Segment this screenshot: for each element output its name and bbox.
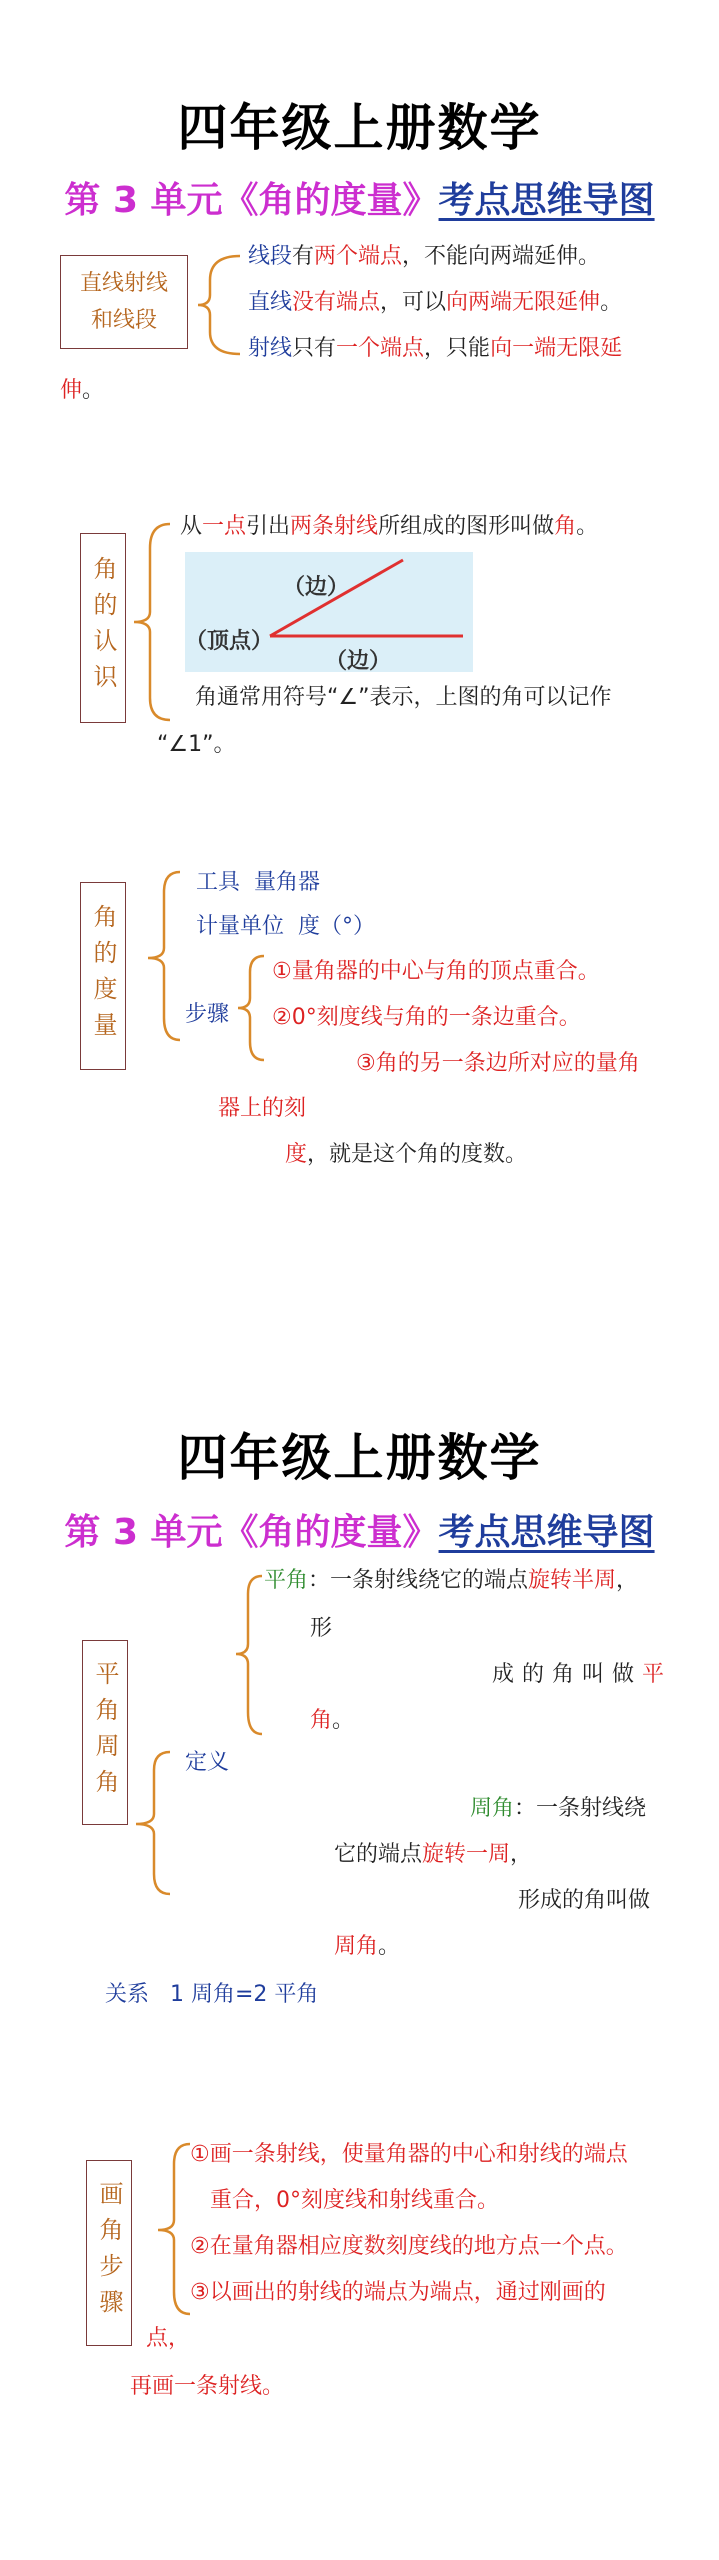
page2-subtitle-unit: 第 3 单元《角的度量》 [64,1512,439,1553]
draw-step-1-cont: 重合，0°刻度线和射线重合。 [210,2188,499,2213]
page2-title: 四年级上册数学 [177,1429,542,1487]
box-drawing-steps: 画角步骤 [86,2160,132,2346]
full-angle-text-2: 它的端点旋转一周， [334,1842,533,1867]
brace-lines [188,250,248,360]
angle-diagram [185,552,473,672]
line-ray-text-cont: 伸。 [60,378,105,403]
straight-angle-text: 平角：一条射线绕它的端点旋转半周， [264,1568,639,1593]
term-full-angle: 周角 [470,1796,515,1821]
step-2: ②0°刻度线与角的一条边重合。 [272,1005,581,1030]
box-angle-recognition: 角的认识 [80,533,126,723]
box-lines: 直线射线和线段 [60,255,188,349]
step-1: ①量角器的中心与角的顶点重合。 [272,959,600,984]
angle-symbol-text-cont: “∠1”。 [157,732,236,757]
full-angle-text: 周角：一条射线绕 [470,1796,647,1821]
full-angle-text-4: 周角。 [334,1934,401,1959]
page-subtitle [0,172,719,223]
label-edge-bottom: （边） [325,649,392,674]
draw-step-3-cont: 点， [146,2326,191,2351]
step-3-cont: 器上的刻 [218,1096,307,1121]
brace-steps [232,952,272,1064]
steps-label: 步骤 [185,1002,230,1027]
subtitle-unit: 第 3 单元《角的度量》 [64,180,439,221]
step-3: ③角的另一条边所对应的量角 [356,1051,640,1076]
page-title: 四年级上册数学 [177,99,542,157]
term-line: 直线 [248,290,293,315]
straight-angle-text-2: 形 [310,1616,333,1641]
straight-angle-text-3: 成的角叫做平 [492,1662,673,1687]
tool-row: 工具 量角器 [196,870,321,895]
page2-subtitle [0,1504,719,1555]
brace-straight-full-main [128,1748,178,1898]
draw-step-2: ②在量角器相应度数刻度线的地方点一个点。 [190,2234,628,2259]
brace-straight-angle [230,1572,270,1738]
page2-subtitle-mindmap: 考点思维导图 [438,1512,655,1553]
label-vertex: （顶点） [185,629,274,654]
definition-label: 定义 [185,1750,230,1775]
brace-angle-measurement [140,868,190,1048]
angle-definition-text: 从一点引出两条射线所组成的图形叫做角。 [180,514,599,539]
box-straight-full-angle: 平角周角 [82,1640,128,1825]
unit-row: 计量单位 度（°） [196,914,376,939]
draw-step-3-end: 再画一条射线。 [130,2374,285,2399]
label-edge-top: （边） [283,575,350,600]
relation-row: 关系 1 周角=2 平角 [105,1982,319,2007]
subtitle-mindmap: 考点思维导图 [438,180,655,221]
full-angle-text-3: 形成的角叫做 [518,1888,651,1913]
line-ray-text: 射线只有一个端点，只能向一端无限延 [248,336,623,361]
brace-angle-recognition [126,520,178,725]
term-straight-angle: 平角 [264,1568,309,1593]
term-segment: 线段 [248,244,293,269]
step-3-end: 度，就是这个角的度数。 [285,1142,528,1167]
draw-step-1: ①画一条射线，使量角器的中心和射线的端点 [190,2142,628,2167]
line-straight-text: 直线没有端点，可以向两端无限延伸。 [248,290,623,315]
line-segment-text: 线段有两个端点，不能向两端延伸。 [248,244,601,269]
term-ray: 射线 [248,336,293,361]
straight-angle-text-4: 角。 [310,1708,355,1733]
draw-step-3: ③以画出的射线的端点为端点，通过刚画的 [190,2280,606,2305]
box-angle-measurement: 角的度量 [80,882,126,1070]
angle-symbol-text: 角通常用符号“∠”表示，上图的角可以记作 [195,685,612,710]
